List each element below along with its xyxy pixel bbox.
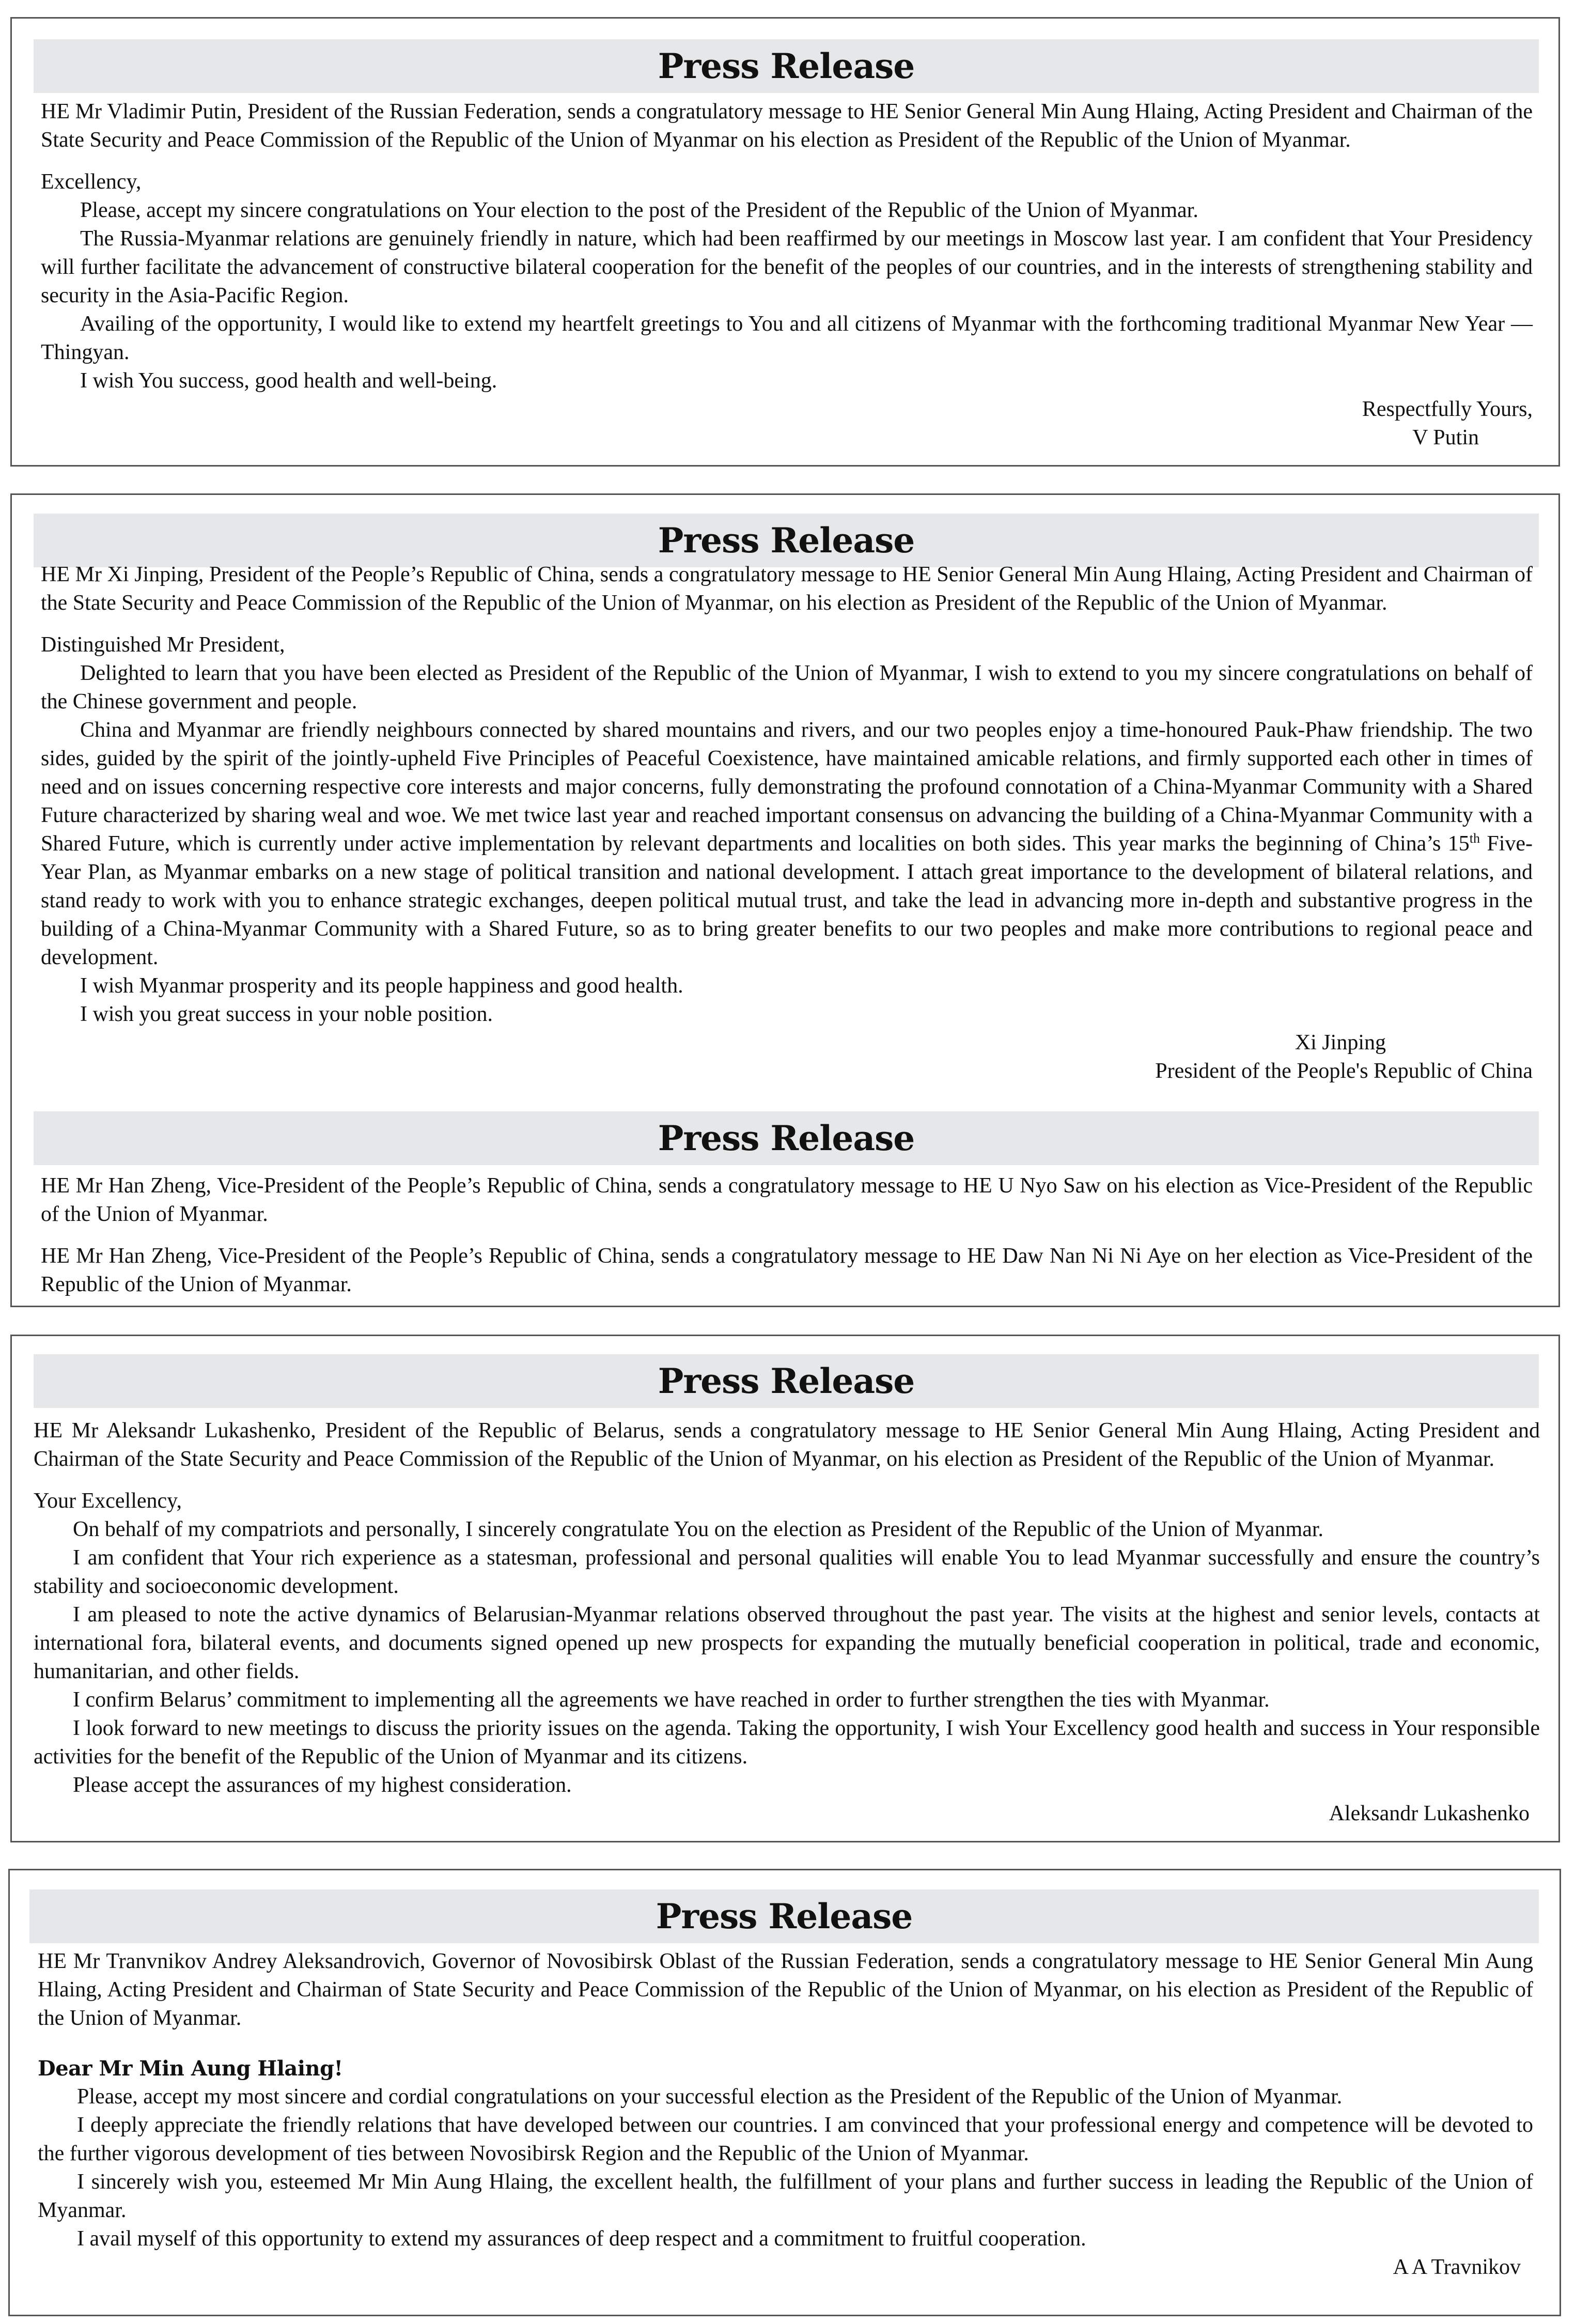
signature-title: President of the People's Republic of China	[1155, 1059, 1533, 1083]
signature: A A Travnikov	[1393, 2255, 1521, 2279]
body-paragraph: I look forward to new meetings to discuss the priority issues on the agenda. Taking the opportunity, I wish Your Excellency good health and success in Your responsible activities for the benefit of the Republic of the Union of Myanmar and its citizens.	[34, 1716, 1540, 1769]
release-body	[41, 1172, 1533, 1299]
body-text: China and Myanmar are friendly neighbours connected by shared mountains and rivers, and our two peoples enjoy a time-honoured Pauk-Phaw friendship. The two sides, guided by the spirit of the jointly-upheld Five Principles of Peaceful Coexistence, have maintained amicable relations, and firmly supported each other in times of need and on issues concerning respective core interests and major concerns, fully demonstrating the profound connotation of a China-Myanmar Community with a Shared Future characterized by sharing weal and woe. We met twice last year and reached important consensus on advancing the building of a China-Myanmar Community with a Shared Future, which is currently under active implementation by relevant departments and localities on both sides. This year marks the beginning of China’s 15	[41, 718, 1533, 856]
closing: Respectfully Yours,	[1362, 397, 1533, 421]
lead-paragraph: HE Mr Aleksandr Lukashenko, President of the Republic of Belarus, sends a congratulatory message to HE Senior General Min Aung Hlaing, Acting President and Chairman of the State Security and Peace Commission of the Republic of the Union of Myanmar, on his election as President of the Republic of the Union of Myanmar.	[34, 1419, 1540, 1471]
press-release-heading: Press Release	[34, 1354, 1539, 1408]
salutation: Excellency,	[41, 170, 142, 194]
lead-paragraph: HE Mr Tranvnikov Andrey Aleksandrovich, Governor of Novosibirsk Oblast of the Russian Federation, sends a congratulatory message to HE Senior General Min Aung Hlaing, Acting President and Chairman of State Security and Peace Commission of the Republic of the Union of Myanmar, on his election as President of the Republic of the Union of Myanmar.	[38, 1949, 1533, 2030]
press-release-heading: Press Release	[34, 39, 1539, 93]
lead-paragraph: HE Mr Vladimir Putin, President of the Russian Federation, sends a congratulatory message to HE Senior General Min Aung Hlaing, Acting President and Chairman of the State Security and Peace Commission of the Republic of the Union of Myanmar on his election as President of the Republic of the Union of Myanmar.	[41, 100, 1533, 152]
body-paragraph: Please, accept my sincere congratulations on Your election to the post of the President of the Republic of the Union of Myanmar.	[80, 198, 1198, 222]
salutation: Distinguished Mr President,	[41, 633, 285, 657]
press-release-xi-jinping	[10, 493, 1560, 1307]
release-body	[41, 561, 1533, 1086]
press-release-heading: Press Release	[34, 1111, 1539, 1165]
press-release-heading: Press Release	[34, 514, 1539, 567]
body-paragraph: I am pleased to note the active dynamics of Belarusian-Myanmar relations observed throughout the past year. The visits at the highest and senior levels, contacts at international fora, bilateral events, and documents signed opened up new prospects for expanding the mutually beneficial cooperation in political, trade and economic, humanitarian, and other fields.	[34, 1603, 1540, 1683]
lead-paragraph: HE Mr Xi Jinping, President of the People’s Republic of China, sends a congratulatory message to HE Senior General Min Aung Hlaing, Acting President and Chairman of the State Security and Peace Commission of the Republic of the Union of Myanmar, on his election as President of the Republic of the Union of Myanmar.	[41, 563, 1533, 615]
body-paragraph: I wish You success, good health and well-being.	[80, 369, 497, 393]
body-paragraph: I sincerely wish you, esteemed Mr Min Aung Hlaing, the excellent health, the fulfillment of your plans and further success in leading the Republic of the Union of Myanmar.	[38, 2170, 1533, 2222]
body-paragraph: I deeply appreciate the friendly relations that have developed between our countries. I am convinced that your professional energy and competence will be devoted to the further vigorous development of ties between Novosibirsk Region and the Republic of the Union of Myanmar.	[38, 2113, 1533, 2165]
body-paragraph: The Russia-Myanmar relations are genuinely friendly in nature, which had been reaffirmed by our meetings in Moscow last year. I am confident that Your Presidency will further facilitate the advancement of constructive bilateral cooperation for the benefit of the peoples of our countries, and in the interests of strengthening stability and security in the Asia-Pacific Region.	[41, 227, 1533, 307]
press-release-putin	[10, 17, 1560, 467]
signature: Xi Jinping	[1295, 1031, 1386, 1055]
body-paragraph: I wish Myanmar prosperity and its people happiness and good health.	[80, 974, 683, 998]
body-paragraph: Please accept the assurances of my highest consideration.	[73, 1773, 572, 1797]
press-release-travnikov	[8, 1869, 1561, 2316]
signature: Aleksandr Lukashenko	[1329, 1802, 1530, 1825]
signature: V Putin	[1412, 426, 1479, 450]
salutation: Dear Mr Min Aung Hlaing!	[38, 2056, 343, 2081]
body-paragraph: I am confident that Your rich experience as a statesman, professional and personal qualities will enable You to lead Myanmar successfully and ensure the country’s stability and socioeconomic development.	[34, 1546, 1540, 1598]
announcement-item: HE Mr Han Zheng, Vice-President of the People’s Republic of China, sends a congratulatory message to HE U Nyo Saw on his election as Vice-President of the Republic of the Union of Myanmar.	[41, 1174, 1533, 1226]
release-body	[38, 1947, 1533, 2282]
release-body	[41, 98, 1533, 452]
body-paragraph: I avail myself of this opportunity to extend my assurances of deep respect and a commitment to fruitful cooperation.	[77, 2227, 1086, 2251]
salutation: Your Excellency,	[34, 1489, 182, 1513]
ordinal-suffix: th	[1469, 831, 1480, 846]
announcement-item: HE Mr Han Zheng, Vice-President of the People’s Republic of China, sends a congratulatory message to HE Daw Nan Ni Ni Aye on her election as Vice-President of the Republic of the Union of Myanmar.	[41, 1244, 1533, 1296]
body-paragraph: On behalf of my compatriots and personally, I sincerely congratulate You on the election as President of the Republic of the Union of Myanmar.	[73, 1517, 1324, 1541]
body-paragraph: I confirm Belarus’ commitment to implementing all the agreements we have reached in order to further strengthen the ties with Myanmar.	[73, 1688, 1270, 1712]
body-text: Five-Year Plan, as Myanmar embarks on a new stage of political transition and national development. I attach great importance to the development of bilateral relations, and stand ready to work with you to enhance strategic exchanges, deepen political mutual trust, and take the lead in advancing more in-depth and substantive progress in the building of a China-Myanmar Community with a Shared Future, so as to bring greater benefits to our two peoples and make more contributions to regional peace and development.	[41, 832, 1533, 969]
body-paragraph: Please, accept my most sincere and cordial congratulations on your successful election as the President of the Republic of the Union of Myanmar.	[77, 2085, 1343, 2109]
body-paragraph: Availing of the opportunity, I would like to extend my heartfelt greetings to You and all citizens of Myanmar with the forthcoming traditional Myanmar New Year — Thingyan.	[41, 312, 1533, 364]
body-paragraph	[41, 716, 1533, 972]
press-release-lukashenko	[10, 1335, 1560, 1842]
body-paragraph: Delighted to learn that you have been elected as President of the Republic of the Union of Myanmar, I wish to extend to you my sincere congratulations on behalf of the Chinese government and people.	[41, 661, 1533, 714]
release-body	[34, 1417, 1540, 1828]
press-release-heading: Press Release	[29, 1889, 1539, 1943]
body-paragraph: I wish you great success in your noble position.	[80, 1002, 493, 1026]
